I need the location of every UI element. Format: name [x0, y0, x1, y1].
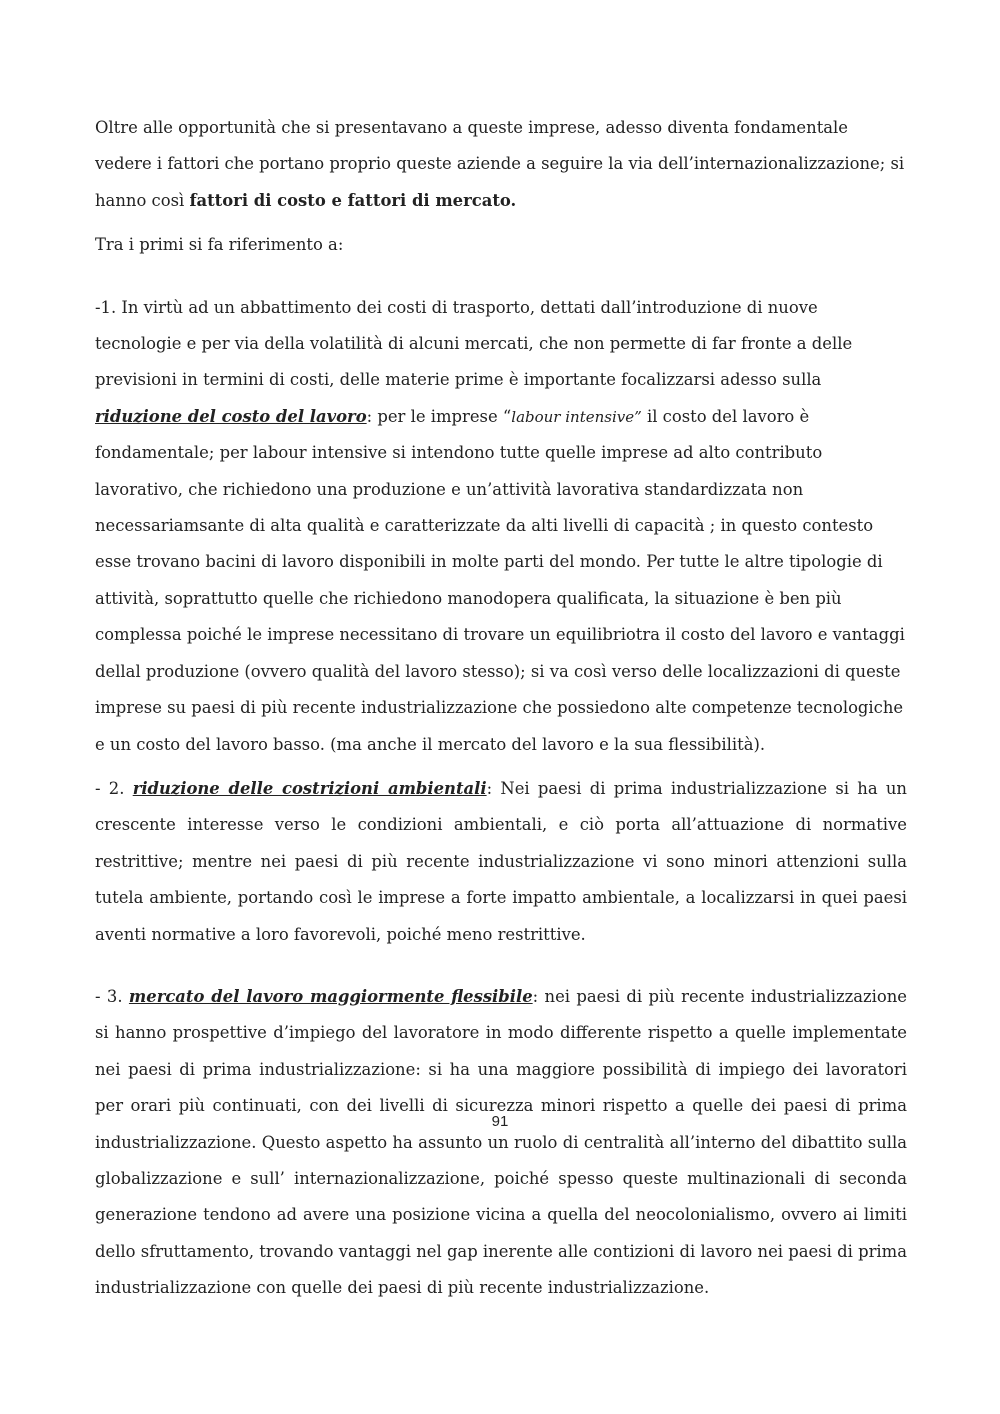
point-1-text-start: -1. In virtù ad un abbattimento dei costi di trasporto, dettati dall’introduzione di nuove tecnologie e per via della volatilità di alcuni mercati, che non permette di far fronte a delle previsioni in termini di costi, delle materie prime è importante focalizzarsi adesso sulla [95, 297, 853, 390]
page-number: 91 [491, 1113, 509, 1130]
paragraph-point-2 [95, 771, 907, 953]
point-1-heading: riduzione del costo del lavoro [95, 406, 367, 426]
point-3-prefix: - 3. [95, 986, 129, 1006]
paragraph-intro [95, 110, 907, 219]
point-1-text-mid: : per le imprese “ [366, 406, 512, 426]
point-2-text: : Nei paesi di prima industrializzazione si ha un crescente interesse verso le condizioni ambientali, e ciò porta all’attuazione di normative restrittive; mentre nei paesi di più recente industrializzazione vi sono minori attenzioni sulla tutela ambiente, portando così le imprese a forte impatto ambientale, a localizzarsi in quei paesi aventi normative a loro favorevoli, poiché meno restrittive. [95, 778, 907, 944]
intro-bold-text: fattori di costo e fattori di mercato. [189, 190, 517, 210]
point-2-prefix: - 2. [95, 778, 133, 798]
point-1-text-end: il costo del lavoro è fondamentale; per labour intensive si intendono tutte quelle imprese ad alto contributo lavorativo, che richiedono una produzione e un’attività lavorativa standardizzata non necessariamsante di alta qualità e caratterizzate da alti livelli di capacità ; in questo contesto esse trovano bacini di lavoro disponibili in molte parti del mondo. Per tutte le altre tipologie di attività, soprattutto quelle che richiedono manodopera qualificata, la situazione è ben più complessa poiché le imprese necessitano di trovare un equilibriotra il costo del lavoro e vantaggi dellal produzione (ovvero qualità del lavoro stesso); si va così verso delle localizzazioni di queste imprese su paesi di più recente industrializzazione che possiedono alte competenze tecnologiche e un costo del lavoro basso. (ma anche il mercato del lavoro e la sua flessibilità). [95, 406, 905, 754]
point-2-heading: riduzione delle costrizioni ambientali [132, 778, 487, 798]
point-3-text: : nei paesi di più recente industrializzazione si hanno prospettive d’impiego del lavoratore in modo differente rispetto a quelle implementate nei paesi di prima industrializzazione: si ha una maggiore possibilità di impiego dei lavoratori per orari più continuati, con dei livelli di sicurezza minori rispetto a quelle dei paesi di prima industrializzazione. Questo aspetto ha assunto un ruolo di centralità all’interno del dibattito sulla globalizzazione e sull’ internazionalizzazione, poiché spesso queste multinazionali di seconda generazione tendono ad avere una posizione vicina a quella del neocolonialismo, ovvero ai limiti dello sfruttamento, trovando vantaggi nel gap inerente alle contizioni di lavoro nei paesi di prima industrializzazione con quelle dei paesi di più recente industrializzazione. [95, 986, 907, 1298]
paragraph-point-1 [95, 290, 907, 763]
paragraph-first-factors [95, 227, 907, 263]
paragraph-point-3 [95, 979, 907, 1307]
point-3-heading: mercato del lavoro maggiormente flessibile [128, 986, 533, 1006]
first-factors-text: Tra i primi si fa riferimento a: [95, 235, 344, 255]
intro-text: Oltre alle opportunità che si presentavano a queste imprese, adesso diventa fondamentale vedere i fattori che portano proprio queste aziende a seguire la via dell’internazionalizzazione; si hanno così [95, 118, 905, 210]
point-1-italic-term: labour intensive” [511, 407, 642, 426]
